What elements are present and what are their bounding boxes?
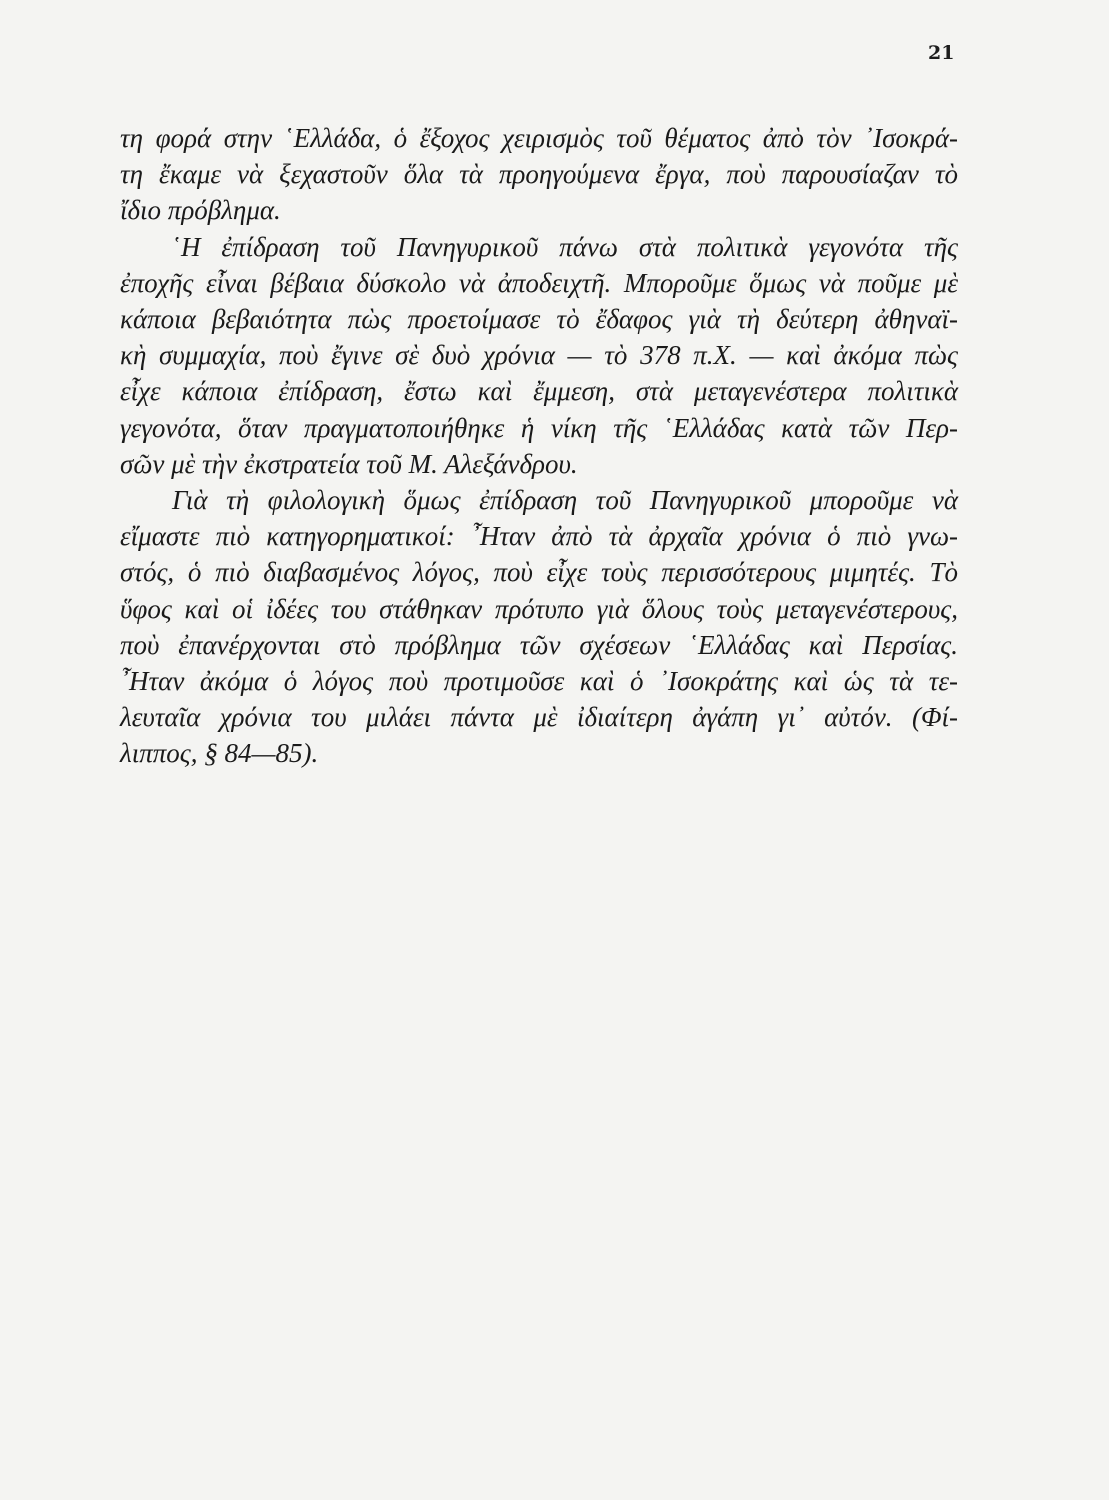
- text-line: στός, ὁ πιὸ διαβασμένος λόγος, ποὺ εἶχε τοὺς περισσότερους μιμητές. Τὸ: [120, 557, 958, 588]
- text-line: ποὺ ἐπανέρχονται στὸ πρόβλημα τῶν σχέσεων ῾Ελλάδας καὶ Περσίας.: [120, 629, 958, 660]
- text-line: Γιὰ τὴ φιλολογικὴ ὅμως ἐπίδραση τοῦ Πανηγυρικοῦ μποροῦμε νὰ: [172, 485, 958, 516]
- text-line: εἶχε κάποια ἐπίδραση, ἔστω καὶ ἔμμεση, στὰ μεταγενέστερα πολιτικὰ: [120, 376, 958, 407]
- text-line: τη ἔκαμε νὰ ξεχαστοῦν ὅλα τὰ προηγούμενα ἔργα, ποὺ παρουσίαζαν τὸ: [120, 159, 958, 190]
- page-number: 21: [928, 42, 955, 64]
- paragraph-1: [120, 120, 958, 229]
- text-line: κάποια βεβαιότητα πὼς προετοίμασε τὸ ἔδαφος γιὰ τὴ δεύτερη ἀθηναϊ-: [120, 304, 958, 335]
- text-line: ἐποχῆς εἶναι βέβαια δύσκολο νὰ ἀποδειχτῆ. Μποροῦμε ὅμως νὰ ποῦμε μὲ: [120, 267, 958, 298]
- text-line: εἴμαστε πιὸ κατηγορηματικοί: ῏Ηταν ἀπὸ τὰ ἀρχαῖα χρόνια ὁ πιὸ γνω-: [120, 521, 958, 552]
- text-line: λιππος, § 84—85).: [120, 738, 319, 769]
- text-line: τη φορά στην ῾Ελλάδα, ὁ ἔξοχος χειρισμὸς τοῦ θέματος ἀπὸ τὸν ᾿Ισοκρά-: [120, 123, 958, 153]
- paragraph-3: [120, 482, 958, 772]
- body-text: [120, 120, 958, 772]
- paragraph-2: [120, 229, 958, 482]
- text-line: ἴδιο πρόβλημα.: [120, 195, 281, 226]
- text-line: λευταῖα χρόνια του μιλάει πάντα μὲ ἰδιαίτερη ἀγάπη γι᾿ αὐτόν. (Φί-: [120, 702, 958, 733]
- text-line: ὕφος καὶ οἱ ἰδέες του στάθηκαν πρότυπο γιὰ ὅλους τοὺς μεταγενέστερους,: [120, 593, 958, 624]
- text-line: ῏Ηταν ἀκόμα ὁ λόγος ποὺ προτιμοῦσε καὶ ὁ ᾿Ισοκράτης καὶ ὡς τὰ τε-: [120, 666, 958, 697]
- text-line: ῾Η ἐπίδραση τοῦ Πανηγυρικοῦ πάνω στὰ πολιτικὰ γεγονότα τῆς: [172, 231, 958, 262]
- text-line: σῶν μὲ τὴν ἐκστρατεία τοῦ Μ. Αλεξάνδρου.: [120, 448, 578, 479]
- text-line: γεγονότα, ὅταν πραγματοποιήθηκε ἡ νίκη τῆς ῾Ελλάδας κατὰ τῶν Περ-: [120, 412, 958, 443]
- text-line: κὴ συμμαχία, ποὺ ἔγινε σὲ δυὸ χρόνια — τὸ 378 π.Χ. — καὶ ἀκόμα πὼς: [120, 340, 958, 371]
